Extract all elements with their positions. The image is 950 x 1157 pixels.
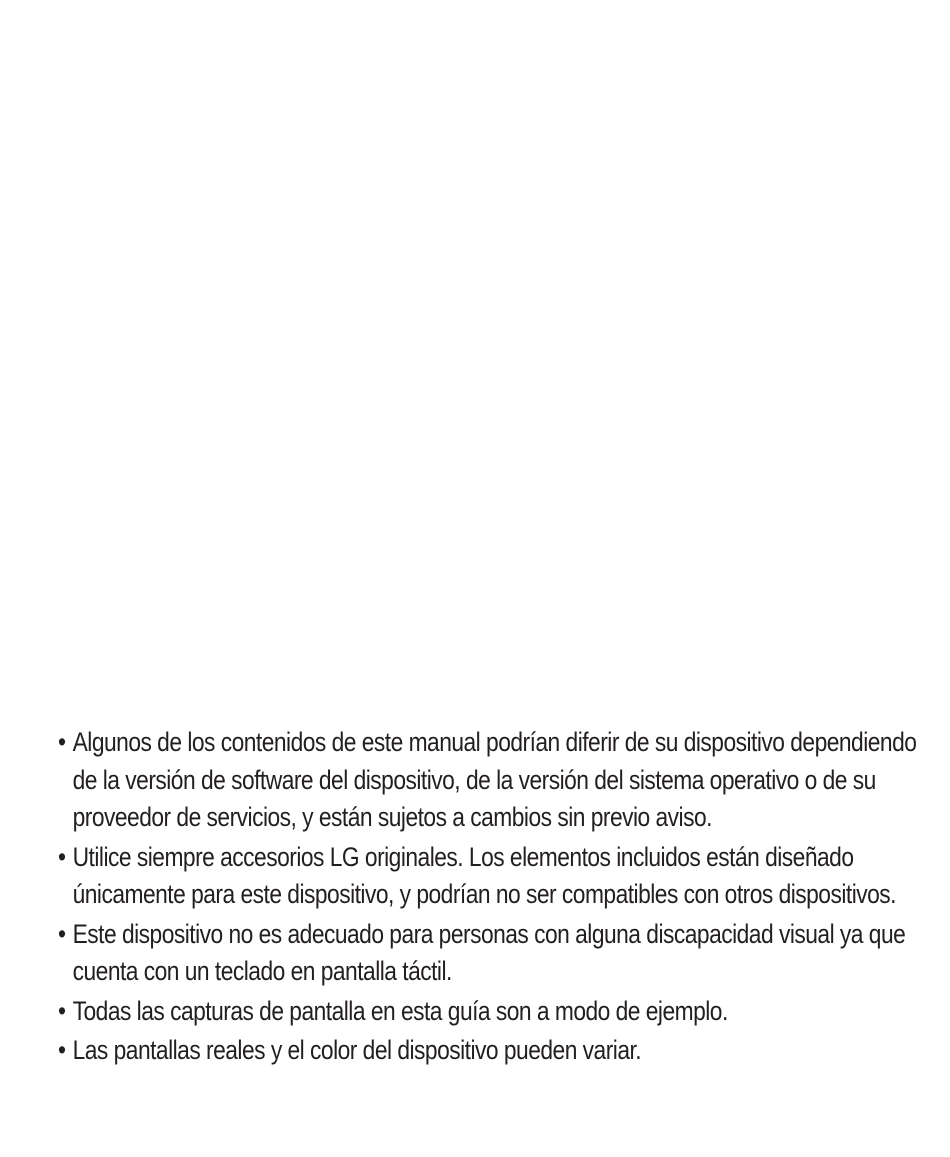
- bullet-icon: •: [58, 918, 66, 949]
- list-item: [58, 724, 928, 837]
- note-text: Este dispositivo no es adecuado para personas con alguna discapacidad visual ya que cuenta con un teclado en pantalla táctil.: [72, 918, 906, 986]
- bullet-icon: •: [58, 995, 66, 1026]
- list-item: [58, 1032, 928, 1070]
- note-text: Las pantallas reales y el color del dispositivo pueden variar.: [72, 1035, 642, 1065]
- notes-list: [58, 724, 928, 1072]
- note-text: Utilice siempre accesorios LG originales. Los elementos incluidos están diseñado únicamente para este dispositivo, y podrían no ser compatibles con otros dispositivos.: [72, 841, 897, 909]
- list-item: [58, 993, 928, 1031]
- note-text: Algunos de los contenidos de este manual podrían diferir de su dispositivo dependiendo de la versión de software del dispositivo, de la versión del sistema operativo o de su proveedor de servicios, y están sujetos a cambios sin previo aviso.: [72, 727, 917, 832]
- note-text: Todas las capturas de pantalla en esta guía son a modo de ejemplo.: [72, 995, 728, 1026]
- bullet-icon: •: [58, 1035, 66, 1065]
- bullet-icon: •: [58, 841, 66, 872]
- list-item: [58, 839, 928, 914]
- bullet-icon: •: [58, 727, 66, 757]
- list-item: [58, 916, 928, 991]
